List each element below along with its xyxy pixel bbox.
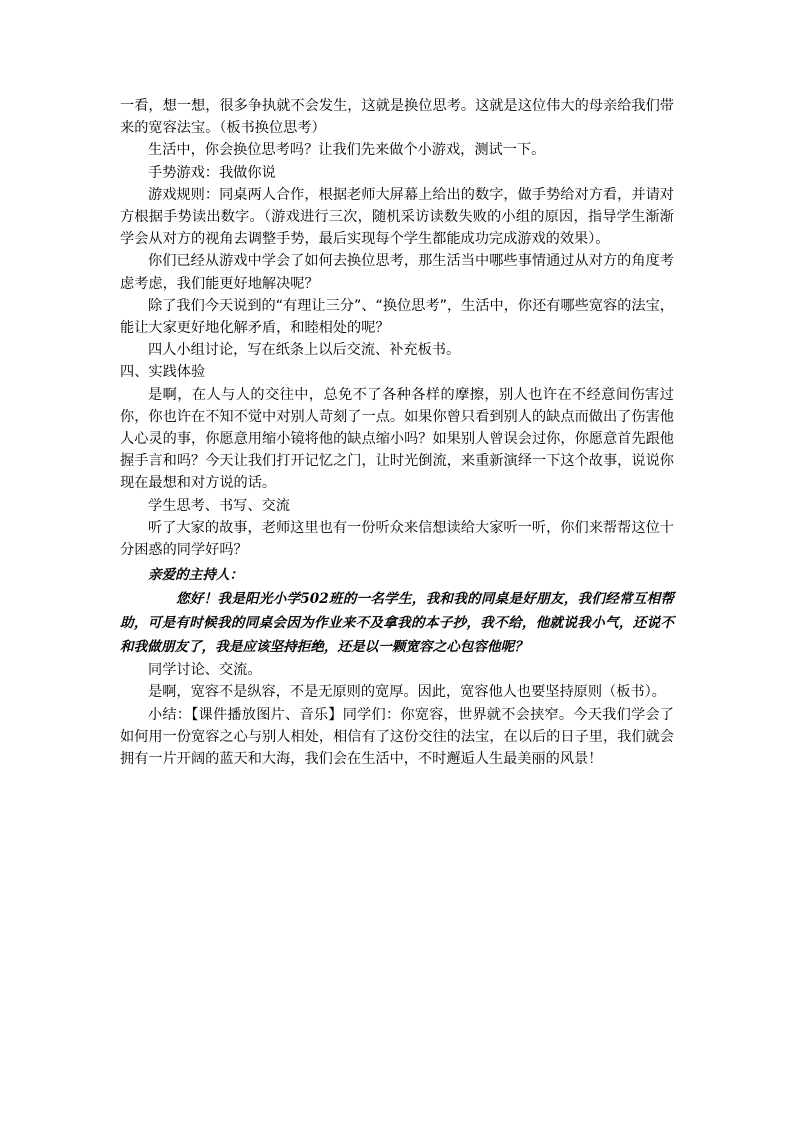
paragraph-12: 是啊，宽容不是纵容，不是无原则的宽厚。因此，宽容他人也要坚持原则（板书）。 (148, 684, 666, 701)
section-heading-4: 四、实践体验 (120, 364, 206, 381)
paragraph-9: 学生思考、书写、交流 (148, 497, 290, 514)
letter-greeting: 亲爱的主持人： (148, 567, 244, 584)
paragraph-11: 同学讨论、交流。 (148, 662, 262, 679)
paragraph-3: 手势游戏：我做你说 (148, 164, 276, 181)
paragraph-8: 是啊，在人与人的交往中，总免不了各种各样的摩擦，别人也许在不经意间伤害过你，你也许在不知不觉中对别人苛刻了一点。如果你曾只看到别人的缺点而做出了伤害他人心灵的事，你愿意用缩小镜将他的缺点缩小吗？如果别人曾误会过你，你愿意首先跟他握手言和吗？今天让我们打开记忆之门，让时光倒流，来重新演绎一下这个故事，说说你现在最想和对方说的话。 (120, 386, 674, 492)
paragraph-2: 生活中，你会换位思考吗？让我们先来做个小游戏，测试一下。 (148, 142, 546, 159)
summary-paragraph: 小结：【课件播放图片、音乐】同学们：你宽容，世界就不会挟窄。今天我们学会了如何用一份宽容之心与别人相处，相信有了这份交往的法宝，在以后的日子里，我们就会拥有一片开阔的蓝天和大海，我们会在生活中，不时邂逅人生最美丽的风景！ (120, 706, 674, 768)
letter-body: 您好！我是阳光小学502班的一名学生，我和我的同桌是好朋友，我们经常互相帮助，可是有时候我的同桌会因为作业来不及拿我的本子抄，我不给，他就说我小气，还说不和我做朋友了，我是应该坚持拒绝，还是以一颗宽容之心包容他呢？ (120, 591, 674, 656)
paragraph-6: 除了我们今天说到的“有理让三分”、“换位思考”，生活中，你还有哪些宽容的法宝，能让大家更好地化解矛盾，和睦相处的呢？ (120, 297, 674, 337)
paragraph-1: 一看，想一想，很多争执就不会发生，这就是换位思考。这就是这位伟大的母亲给我们带来的宽容法宝。（板书换位思考） (120, 98, 674, 137)
paragraph-7: 四人小组讨论，写在纸条上以后交流、补充板书。 (148, 342, 461, 359)
paragraph-10: 听了大家的故事，老师这里也有一份听众来信想读给大家听一听，你们来帮帮这位十分困惑的同学好吗？ (120, 519, 674, 559)
paragraph-5: 你们已经从游戏中学会了如何去换位思考，那生活当中哪些事情通过从对方的角度考虑考虑，我们能更好地解决呢？ (120, 253, 674, 292)
game-rules-paragraph: 游戏规则：同桌两人合作，根据老师大屏幕上给出的数字，做手势给对方看，并请对方根据手势读出数字。（游戏进行三次，随机采访读数失败的小组的原因，指导学生渐渐学会从对方的视角去调整手势，最后实现每个学生都能成功完成游戏的效果）。 (120, 186, 674, 248)
